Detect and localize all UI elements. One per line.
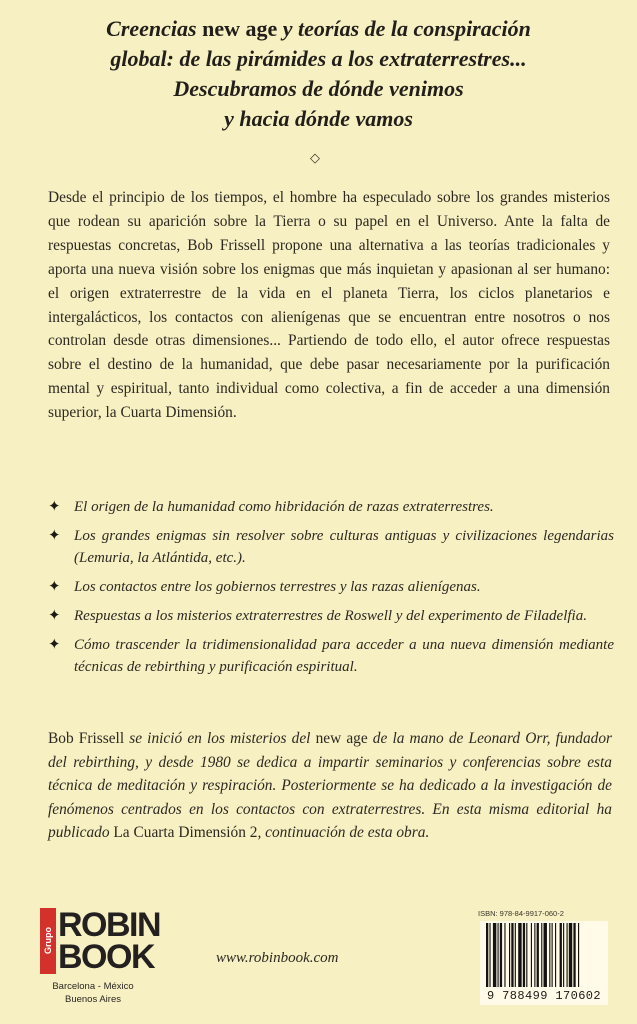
barcode-bar: [515, 923, 516, 987]
publisher-url[interactable]: www.robinbook.com: [216, 950, 339, 966]
bullet-star-icon: ✦: [48, 528, 61, 544]
bullet-star-icon: ✦: [48, 499, 61, 515]
barcode-bar: [500, 923, 502, 987]
barcode-bar: [493, 923, 496, 987]
list-item: ✦ Cómo trascender la tridimensionalidad para acceder a una nueva dimensión mediante técnicas de rebirthing y purificación espiritual.: [48, 634, 614, 678]
barcode-bar: [541, 923, 542, 987]
publisher-cities: Barcelona - México Buenos Aires: [52, 981, 134, 1005]
barcode-icon: [482, 923, 606, 989]
barcode-bar: [555, 923, 556, 987]
barcode-digits: 9 788499 170602: [486, 989, 602, 1003]
barcode-bar: [511, 923, 513, 987]
barcode: [480, 921, 608, 1005]
barcode-bar: [489, 923, 490, 987]
barcode-bar: [537, 923, 539, 987]
barcode-bar: [509, 923, 510, 987]
list-item: ✦ Los contactos entre los gobiernos terrestres y las razas alienígenas.: [48, 576, 614, 598]
list-item: ✦ Respuestas a los misterios extraterrestres de Roswell y del experimento de Filadelfia.: [48, 605, 614, 627]
barcode-bar: [573, 923, 575, 987]
barcode-bar: [534, 923, 535, 987]
barcode-bar: [531, 923, 532, 987]
related-book-title: La Cuarta Dimensión 2: [113, 824, 258, 842]
list-item: ✦ Los grandes enigmas sin resolver sobre culturas antiguas y civilizaciones legendarias (Lemuria, la Atlántida, etc.).: [48, 525, 614, 569]
heading-line-4: y hacia dónde vamos: [224, 106, 413, 131]
isbn-label: ISBN: 978-84-9917-060-2: [478, 909, 564, 918]
heading-line-2: global: de las pirámides a los extraterrestres...: [110, 46, 527, 71]
barcode-bar: [563, 923, 564, 987]
barcode-bar: [549, 923, 550, 987]
barcode-bar: [578, 923, 579, 987]
barcode-bar: [523, 923, 525, 987]
publisher-logo: [40, 906, 161, 1014]
bullet-list: [48, 496, 614, 685]
diamond-divider-icon: ◇: [310, 150, 320, 165]
author-bio: Bob Frissell se inició en los misterios del new age de la mano de Leonard Orr, fundador del rebirthing, y desde 1980 se dedica a impartir seminarios y conferencias sobre esta técnica de meditación y respiración. Posteriormente se ha dedicado a la investigación de fenómenos centrados en los contactos con extraterrestres. En esta misma editorial ha publicado La Cuarta Dimensión 2, continuación de esta obra.: [48, 730, 613, 842]
list-item: ✦ El origen de la humanidad como hibridación de razas extraterrestres.: [48, 496, 614, 518]
barcode-bar: [560, 923, 562, 987]
author-name: Bob Frissell: [48, 730, 125, 747]
barcode-bar: [498, 923, 499, 987]
logo-book-text: BOOK: [58, 938, 154, 976]
barcode-bar: [544, 923, 547, 987]
barcode-bar: [567, 923, 568, 987]
heading-line-3: Descubramos de dónde venimos: [173, 76, 464, 101]
heading-new-age: new age: [202, 16, 278, 41]
intro-paragraph: Desde el principio de los tiempos, el hombre ha especulado sobre los grandes misterios que rodean su aparición sobre la Tierra o su papel en el Universo. Ante la falta de respuestas concretas, Bob Frissell propone una alternativa a las teorías tradicionales y aporta una nueva visión sobre los enigmas que más inquietan y apasionan al ser humano: el origen extraterrestre de la vida en el planeta Tierra, los ciclos planetarios e intergalácticos, los contactos con alienígenas que se encuentran entre nosotros o nos controlan desde otras dimensiones... Partiendo de todo ello, el autor ofrece respuestas sobre el destino de la humanidad, que debe pasar necesariamente por la purificación mental y espiritual, tanto individual como colectiva, a fin de acceder a una dimensión superior, la Cuarta Dimensión.: [48, 189, 610, 422]
bullet-star-icon: ✦: [48, 579, 61, 595]
logo-robin-text: ROBIN: [58, 906, 161, 944]
cover-heading: [0, 14, 637, 134]
barcode-bar: [518, 923, 521, 987]
bullet-star-icon: ✦: [48, 637, 61, 653]
heading-line-1: Creencias new age y teorías de la conspiración: [106, 16, 531, 41]
logo-grupo-band: Grupo: [40, 908, 56, 974]
bullet-star-icon: ✦: [48, 608, 61, 624]
barcode-bar: [486, 923, 488, 987]
barcode-bar: [552, 923, 553, 987]
barcode-bar: [504, 923, 505, 987]
barcode-bar: [526, 923, 527, 987]
barcode-bar: [569, 923, 572, 987]
